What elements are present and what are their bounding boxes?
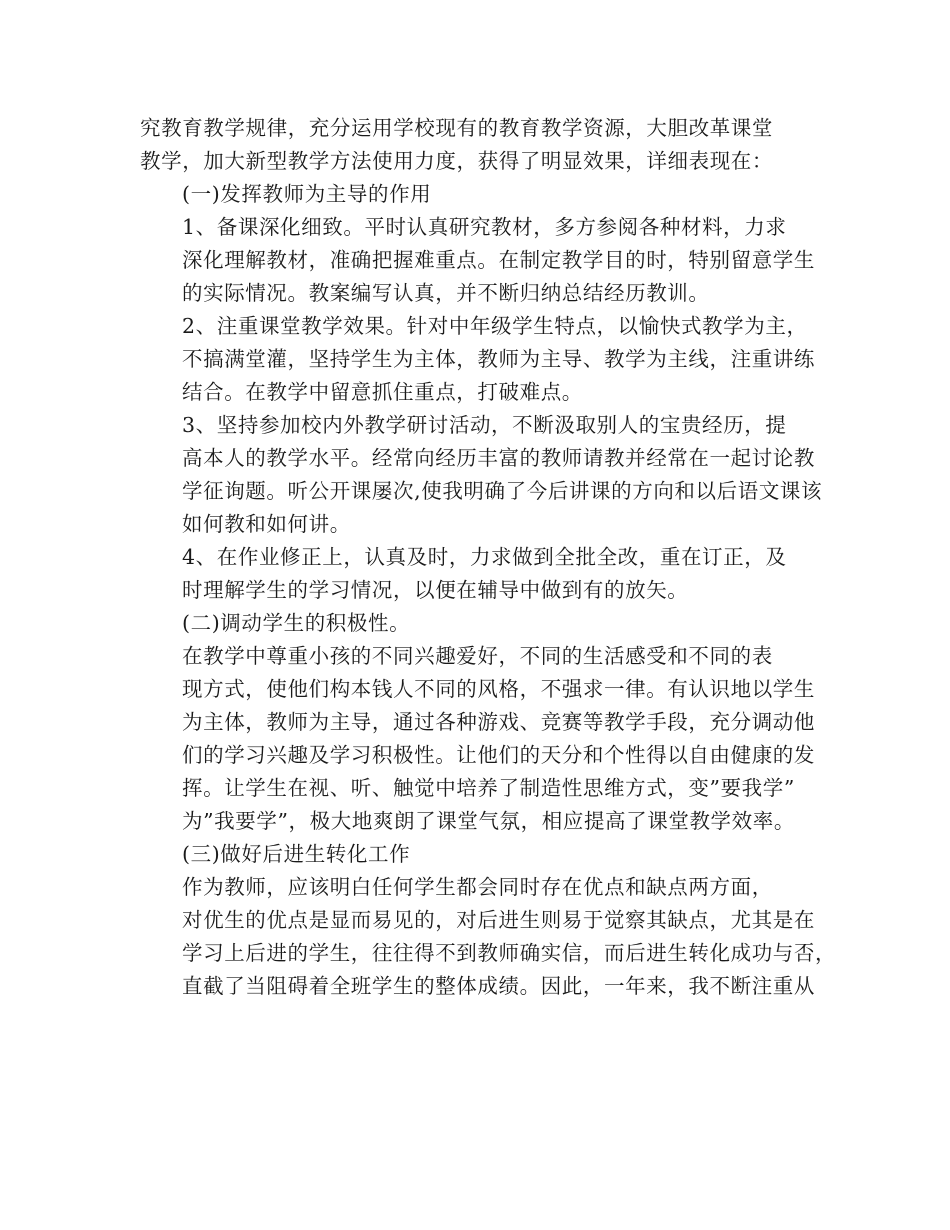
text-line: 作为教师，应该明白任何学生都会同时存在优点和缺点两方面，: [182, 875, 773, 899]
text-line: 3、坚持参加校内外教学研讨活动，不断汲取别人的宝贵经历，提: [182, 413, 787, 437]
paragraph: [140, 112, 820, 178]
text-line: 在教学中尊重小孩的不同兴趣爱好，不同的生活感受和不同的表: [182, 644, 773, 668]
text-line: 不搞满堂灌，坚持学生为主体，教师为主导、教学为主线，注重讲练: [182, 347, 815, 371]
paragraph: [140, 838, 820, 871]
text-line: (三)做好后进生转化工作: [182, 842, 411, 866]
paragraph: [140, 871, 837, 1003]
text-line: 为主体，教师为主导，通过各种游戏、竞赛等教学手段，充分调动他: [182, 710, 815, 734]
paragraph: [140, 607, 820, 640]
text-line: 现方式，使他们构本钱人不同的风格，不强求一律。有认识地以学生: [182, 677, 815, 701]
text-line: 挥。让学生在视、听、触觉中培养了制造性思维方式，变”要我学”: [182, 776, 795, 800]
paragraph: [140, 409, 823, 541]
document-body: [140, 112, 837, 1003]
paragraph: [140, 178, 820, 211]
paragraph: [140, 640, 820, 838]
text-line: 直截了当阻碍着全班学生的整体成绩。因此，一年来，我不断注重从: [182, 974, 815, 998]
text-line: (一)发挥教师为主导的作用: [182, 182, 432, 206]
text-line: 学习上后进的学生，往往得不到教师确实信，而后进生转化成功与否，: [182, 941, 837, 965]
text-line: 4、在作业修正上，认真及时，力求做到全批全改，重在订正，及: [182, 545, 787, 569]
text-line: 结合。在教学中留意抓住重点，打破难点。: [182, 380, 583, 404]
paragraph: [140, 541, 820, 607]
text-line: 究教育教学规律，充分运用学校现有的教育教学资源，大胆改革课堂: [140, 116, 773, 140]
paragraph: [140, 211, 820, 310]
text-line: 高本人的教学水平。经常向经历丰富的教师请教并经常在一起讨论教: [182, 446, 815, 470]
text-line: 如何教和如何讲。: [182, 512, 351, 536]
text-line: 学征询题。听公开课屡次,使我明确了今后讲课的方向和以后语文课该: [182, 479, 823, 503]
text-line: 2、注重课堂教学效果。针对中年级学生特点，以愉快式教学为主，: [182, 314, 808, 338]
text-line: 1、备课深化细致。平时认真研究教材，多方参阅各种材料，力求: [182, 215, 787, 239]
text-line: (二)调动学生的积极性。: [182, 611, 411, 635]
text-line: 们的学习兴趣及学习积极性。让他们的天分和个性得以自由健康的发: [182, 743, 815, 767]
text-line: 的实际情况。教案编写认真，并不断归纳总结经历教训。: [182, 281, 710, 305]
text-line: 深化理解教材，准确把握难重点。在制定教学目的时，特别留意学生: [182, 248, 815, 272]
text-line: 对优生的优点是显而易见的，对后进生则易于觉察其缺点，尤其是在: [182, 908, 815, 932]
paragraph: [140, 310, 820, 409]
text-line: 为”我要学”，极大地爽朗了课堂气氛，相应提高了课堂教学效率。: [182, 809, 795, 833]
text-line: 教学，加大新型教学方法使用力度，获得了明显效果，详细表现在：: [140, 149, 773, 173]
text-line: 时理解学生的学习情况，以便在辅导中做到有的放矢。: [182, 578, 689, 602]
